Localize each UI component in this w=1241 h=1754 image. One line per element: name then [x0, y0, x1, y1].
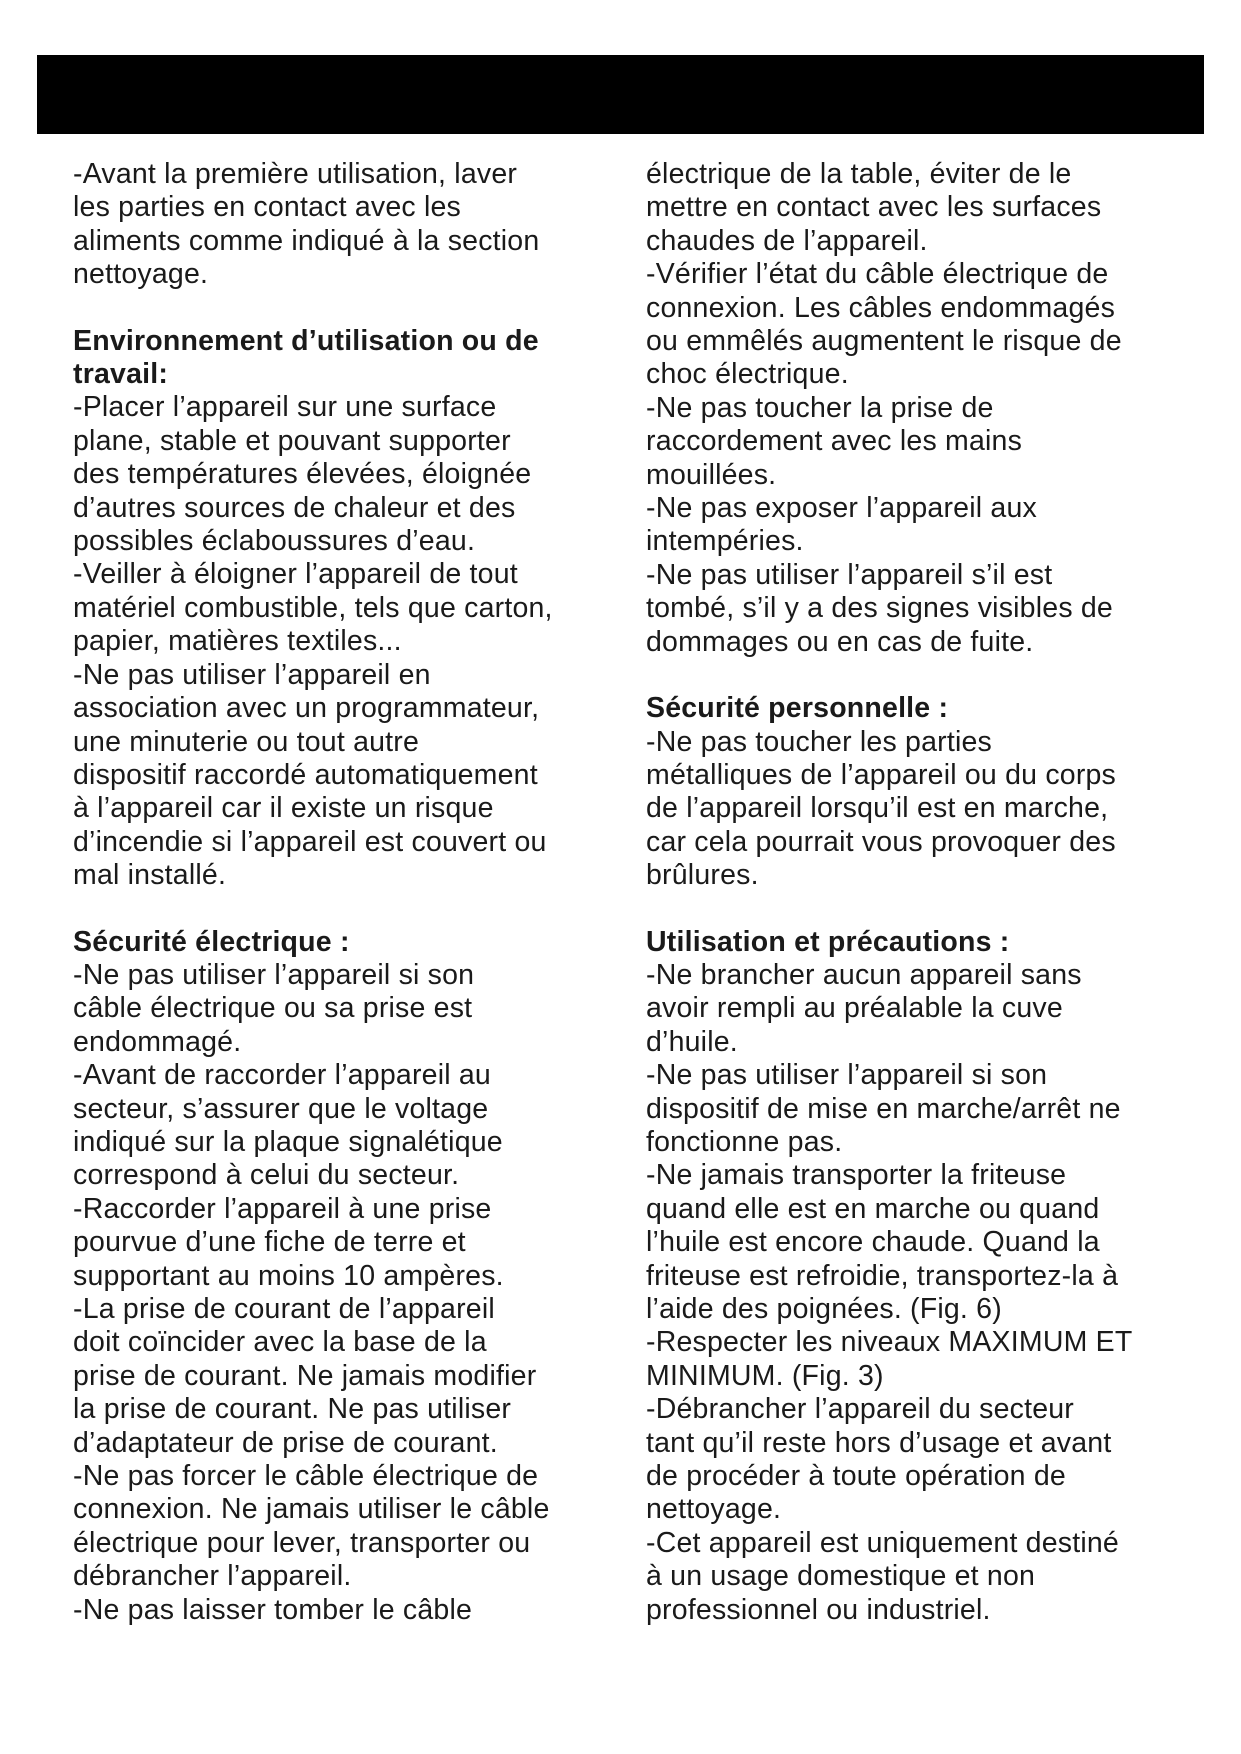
environment-paragraph-2: -Veiller à éloigner l’appareil de tout matériel combustible, tels que carton, papier, matières textiles...: [73, 558, 553, 658]
spacer: [73, 893, 613, 926]
usage-heading: Utilisation et précautions :: [646, 925, 1010, 958]
electrical-paragraph-4: -La prise de courant de l’appareil doit coïncider avec la base de la prise de courant. Ne jamais modifier la prise de courant. Ne pas utiliser d’adaptateur de prise de courant.: [73, 1293, 537, 1459]
usage-paragraph-5: -Débrancher l’appareil du secteur tant qu’il reste hors d’usage et avant de procéder à toute opération de nettoyage.: [646, 1393, 1112, 1526]
environment-heading: Environnement d’utilisation ou de travail:: [73, 324, 539, 391]
intro-paragraph: -Avant la première utilisation, laver les parties en contact avec les aliments comme indiqué à la section nettoyage.: [73, 158, 540, 291]
header-bar: [37, 55, 1204, 134]
electrical-paragraph-5: -Ne pas forcer le câble électrique de connexion. Ne jamais utiliser le câble électrique pour lever, transporter ou débrancher l’appareil.: [73, 1460, 550, 1593]
electrical-paragraph-9: -Ne pas exposer l’appareil aux intempéries.: [646, 492, 1037, 558]
electrical-paragraph-8: -Ne pas toucher la prise de raccordement avec les mains mouillées.: [646, 391, 1023, 491]
spacer: [646, 893, 1186, 926]
personal-paragraph-1: -Ne pas toucher les parties métalliques de l’appareil ou du corps de l’appareil lorsqu’il est en marche, car cela pourrait vous provoquer des brûlures.: [646, 725, 1117, 892]
spacer: [73, 292, 613, 325]
environment-paragraph-3: -Ne pas utiliser l’appareil en association avec un programmateur, une minuterie ou tout autre dispositif raccordé automatiquement à l’appareil car il existe un risque d’incendie si l’appareil est couvert ou mal installé.: [73, 658, 547, 892]
usage-paragraph-3: -Ne jamais transporter la friteuse quand elle est en marche ou quand l’huile est encore chaude. Quand la friteuse est refroidie, transportez-la à l’aide des poignées. (Fig. 6): [646, 1159, 1119, 1325]
usage-paragraph-6: -Cet appareil est uniquement destiné à un usage domestique et non professionnel ou industriel.: [646, 1526, 1119, 1626]
personal-safety-heading: Sécurité personnelle :: [646, 692, 949, 725]
electrical-paragraph-6: -Ne pas laisser tomber le câble: [73, 1593, 473, 1626]
usage-paragraph-1: -Ne brancher aucun appareil sans avoir rempli au préalable la cuve d’huile.: [646, 958, 1082, 1058]
usage-paragraph-4: -Respecter les niveaux MAXIMUM ET MINIMUM. (Fig. 3): [646, 1326, 1133, 1392]
left-column: [73, 158, 613, 1627]
electrical-paragraph-2: -Avant de raccorder l’appareil au secteur, s’assurer que le voltage indiqué sur la plaque signalétique correspond à celui du secteur.: [73, 1059, 503, 1192]
right-column: [646, 158, 1186, 1627]
usage-paragraph-2: -Ne pas utiliser l’appareil si son dispositif de mise en marche/arrêt ne fonctionne pas.: [646, 1059, 1121, 1158]
electrical-paragraph-7: -Vérifier l’état du câble électrique de connexion. Les câbles endommagés ou emmêlés augmentent le risque de choc électrique.: [646, 258, 1122, 391]
electrical-paragraph-3: -Raccorder l’appareil à une prise pourvue d’une fiche de terre et supportant au moins 10 ampères.: [73, 1192, 504, 1292]
environment-paragraph-1: -Placer l’appareil sur une surface plane, stable et pouvant supporter des températures élevées, éloignée d’autres sources de chaleur et des possibles éclaboussures d’eau.: [73, 391, 532, 558]
electrical-paragraph-10: -Ne pas utiliser l’appareil s’il est tombé, s’il y a des signes visibles de dommages ou en cas de fuite.: [646, 558, 1113, 658]
electrical-safety-heading: Sécurité électrique :: [73, 925, 350, 958]
electrical-paragraph-1: -Ne pas utiliser l’appareil si son câble électrique ou sa prise est endommagé.: [73, 958, 475, 1058]
electrical-continuation: électrique de la table, éviter de le mettre en contact avec les surfaces chaudes de l’appareil.: [646, 158, 1102, 257]
spacer: [646, 659, 1186, 692]
